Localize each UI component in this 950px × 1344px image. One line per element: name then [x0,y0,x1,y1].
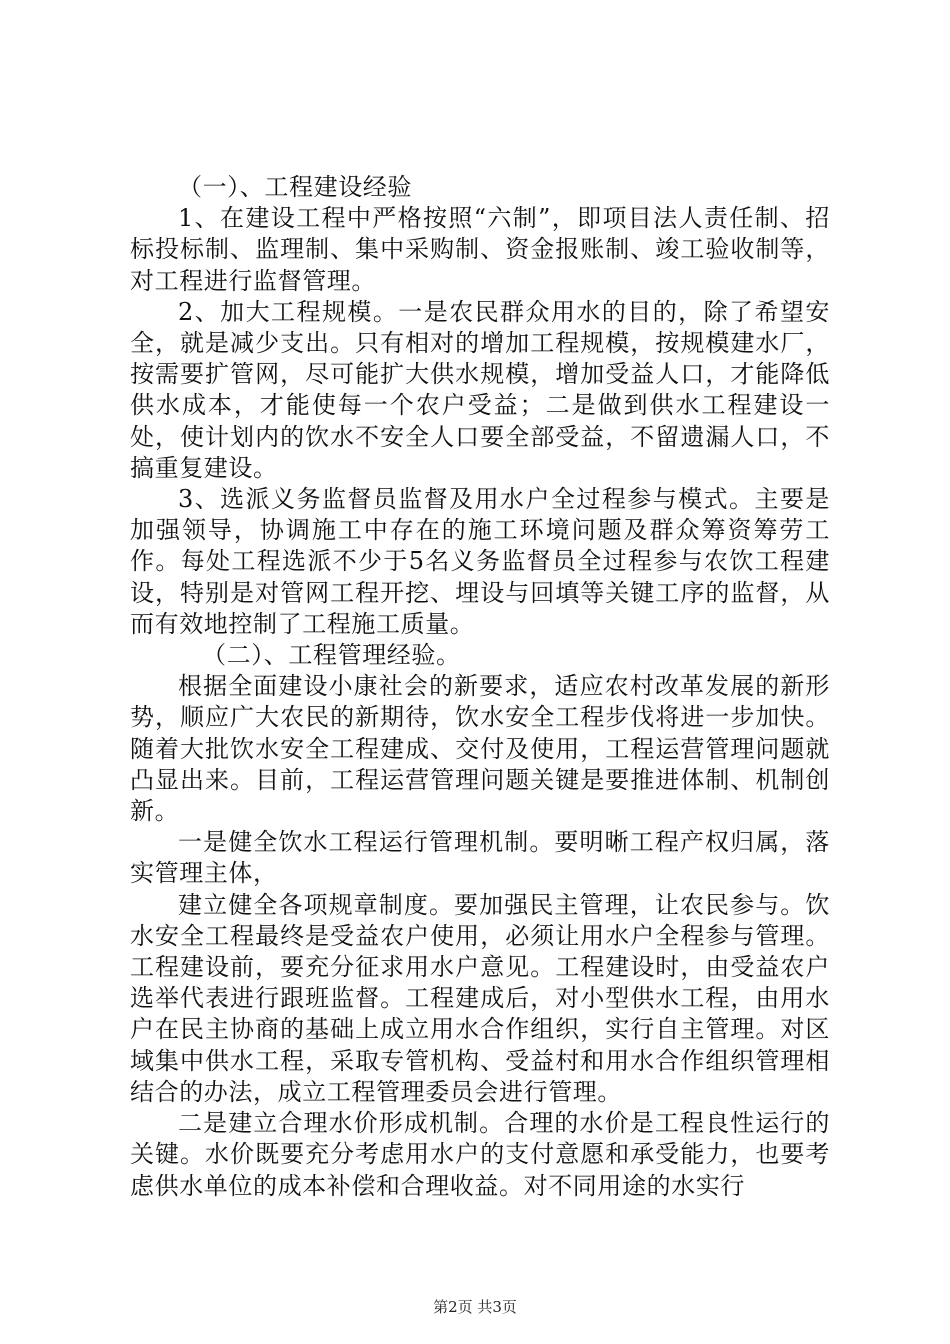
paragraph-supervisors: 3、选派义务监督员监督及用水户全过程参与模式。主要是加强领导，协调施工中存在的施工环境问题及群众筹资筹劳工作。每处工程选派不少于5名义务监督员全过程参与农饮工程建设，特别是对管网工程开挖、埋设与回填等关键工序的监督，从而有效地控制了工程施工质量。 [130,485,830,638]
paragraph-new-requirements: 根据全面建设小康社会的新要求，适应农村改革发展的新形势，顺应广大农民的新期待，饮水安全工程步伐将进一步加快。随着大批饮水安全工程建成、交付及使用，工程运营管理问题就凸显出来。目前，工程运营管理问题关键是要推进体制、机制创新。 [130,672,830,826]
paragraph-water-price: 二是建立合理水价形成机制。合理的水价是工程良性运行的关键。水价既要充分考虑用水户的支付意愿和承受能力，也要考虑供水单位的成本补偿和合理收益。对不同用途的水实行 [130,1109,830,1200]
paragraph-rules-system: 建立健全各项规章制度。要加强民主管理，让农民参与。饮水安全工程最终是受益农户使用，必须让用水户全程参与管理。工程建设前，要充分征求用水户意见。工程建设时，由受益农户选举代表进行跟班监督。工程建成后，对小型供水工程，由用水户在民主协商的基础上成立用水合作组织，实行自主管理。对区域集中供水工程，采取专管机构、受益村和用水合作组织管理相结合的办法，成立工程管理委员会进行管理。 [130,890,830,1106]
paragraph-operation-mechanism: 一是健全饮水工程运行管理机制。要明晰工程产权归属，落实管理主体， [130,828,830,888]
section-heading-management: （二）、工程管理经验。 [202,641,461,670]
section-heading-construction: （一）、工程建设经验 [178,173,412,201]
page-number-footer: 第2页 共3页 [433,1298,517,1316]
document-body [130,172,830,1202]
paragraph-expand-scale: 2、加大工程规模。一是农民群众用水的目的，除了希望安全，就是减少支出。只有相对的增加工程规模，按规模建水厂，按需要扩管网，尽可能扩大供水规模，增加受益人口，才能降低供水成本，才能使每一个农户受益；二是做到供水工程建设一处，使计划内的饮水不安全人口要全部受益，不留遗漏人口，不搞重复建设。 [130,297,830,482]
paragraph-six-systems: 1、在建设工程中严格按照“六制”，即项目法人责任制、招标投标制、监理制、集中采购制、资金报账制、竣工验收制等，对工程进行监督管理。 [130,204,830,295]
